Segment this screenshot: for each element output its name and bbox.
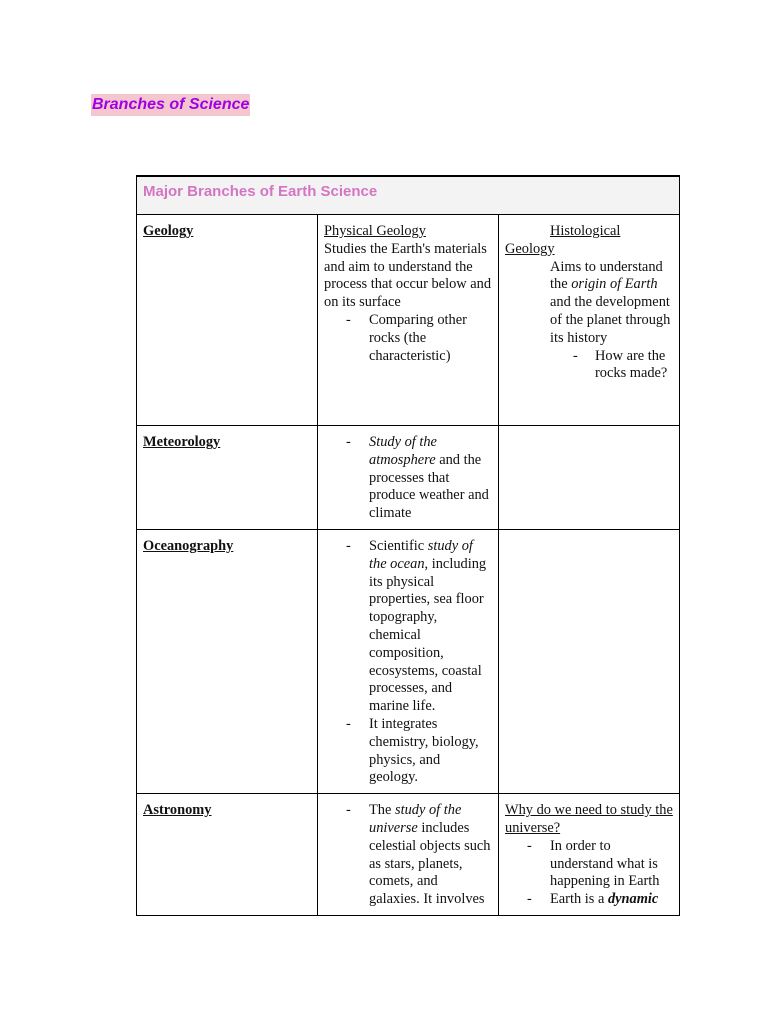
list-item [324,802,492,909]
row-label: Oceanography [143,537,234,554]
row-label: Meteorology [143,434,221,450]
document-title: Branches of Science [91,94,250,116]
row-label-cell [137,215,318,426]
table-row-oceanography [137,529,680,793]
list-item: - How are the rocks made? [505,348,673,384]
cell-heading: Histological Geology [505,223,621,257]
text-run: , including its physical properties, sea floor topography, chemical composition, ecosystems, coastal processes, and marine life. [369,555,487,715]
text-run: and the processes that produce weather and climate [369,451,489,522]
text-run-italic: study of the ocean [369,537,473,572]
bullet-list [505,348,673,384]
text-run: includes celestial objects such as stars, planets, comets, and galaxies. It involves [369,819,491,908]
earth-science-table [136,175,680,916]
row-label-cell [137,426,318,530]
empty-cell [499,426,680,530]
table-row-meteorology [137,426,680,530]
oceanography-cell [318,529,499,793]
list-item [324,538,492,716]
text-run-italic: origin of Earth [571,276,658,293]
bullet-list [324,434,492,523]
why-study-universe-cell [499,794,680,916]
text-run: Scientific [369,537,428,554]
empty-cell [499,529,680,793]
row-label: Astronomy [143,802,212,819]
table-row-astronomy [137,794,680,916]
text-run: and the development of the planet through its history [550,294,671,346]
bullet-list [324,538,492,787]
text-run-italic: study of the universe [369,802,462,836]
row-label-cell [137,794,318,916]
text-run: Aims to understand the [550,258,663,293]
table-row-geology [137,215,680,426]
list-item: - Comparing other rocks (the characteristic) [324,312,492,365]
table-header-row [137,176,680,215]
histological-geology-cell [499,215,680,426]
text-run: Earth is a [550,891,608,908]
list-item: - In order to understand what is happening in Earth [505,838,673,891]
bullet-list [324,312,492,365]
list-item [324,434,492,523]
cell-heading: Physical Geology [324,223,426,239]
text-run-bold-italic: dynamic [607,891,659,908]
row-label: Geology [143,223,194,239]
list-item [505,891,673,909]
list-item: - It integrates chemistry, biology, physics, and geology. [324,716,492,787]
cell-heading: Why do we need to study the universe? [505,802,673,836]
cell-text: Studies the Earth's materials and aim to understand the process that occur below and on its surface [324,240,492,311]
text-run-italic: Study of the atmosphere [369,434,437,468]
bullet-list [505,838,673,909]
physical-geology-cell [318,215,499,426]
row-label-cell [137,529,318,793]
bullet-list [324,802,492,909]
meteorology-cell [318,426,499,530]
table-heading: Major Branches of Earth Science [137,176,680,215]
astronomy-cell [318,794,499,916]
cell-text [505,259,673,348]
text-run: The [369,802,395,819]
